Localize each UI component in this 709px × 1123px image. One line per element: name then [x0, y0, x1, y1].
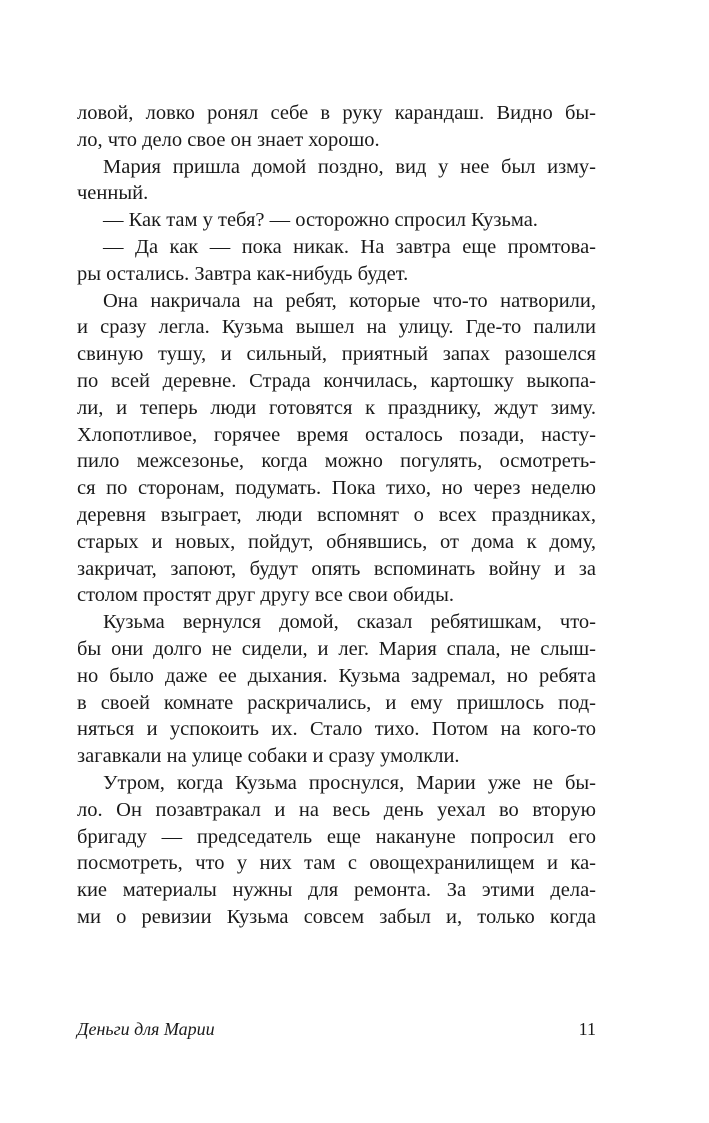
text-line: в своей комнате раскричались, и ему пришлось под- [77, 691, 596, 714]
text-line: Утром, когда Кузьма проснулся, Марии уже не бы- [103, 771, 596, 794]
text-line: бы они долго не сидели, и лег. Мария спала, не слыш- [77, 637, 596, 660]
text-line: закричат, запоют, будут опять вспоминать войну и за [77, 557, 596, 580]
text-line: ловой, ловко ронял себе в руку карандаш. Видно бы- [77, 102, 596, 124]
text-line: ся по сторонам, подумать. Пока тихо, но через неделю [77, 477, 596, 500]
text-line: но было даже ее дыхания. Кузьма задремал, но ребята [77, 664, 596, 687]
body-text [77, 100, 596, 931]
text-line: — Как там у тебя? — осторожно спросил Кузьма. [103, 209, 538, 232]
text-line: ли, и теперь люди готовятся к празднику, ждут зиму. [77, 396, 596, 419]
text-line: Мария пришла домой поздно, вид у нее был изму- [103, 155, 596, 178]
text-line: Она накричала на ребят, которые что-то натворили, [103, 289, 596, 312]
text-line: столом простят друг другу все свои обиды. [77, 584, 454, 607]
text-line: старых и новых, пойдут, обнявшись, от дома к дому, [77, 530, 596, 553]
page-number: 11 [578, 1019, 596, 1039]
text-line: ло. Он позавтракал и на весь день уехал во вторую [77, 798, 596, 821]
text-line: посмотреть, что у них там с овощехранилищем и ка- [77, 852, 596, 875]
text-line: ченный. [77, 182, 149, 205]
text-line: няться и успокоить их. Стало тихо. Потом на кого-то [77, 718, 596, 741]
running-footer [77, 1017, 596, 1041]
text-line: деревня взыграет, люди вспомнят о всех праздниках, [77, 503, 596, 526]
text-line: бригаду — председатель еще накануне попросил его [77, 825, 596, 848]
book-title: Деньги для Марии [77, 1019, 215, 1039]
text-line: и сразу легла. Кузьма вышел на улицу. Где-то палили [77, 316, 596, 339]
text-line: Хлопотливое, горячее время осталось позади, насту- [77, 423, 596, 446]
text-line: кие материалы нужны для ремонта. За этими дела- [77, 879, 596, 902]
text-line: — Да как — пока никак. На завтра еще промтова- [103, 235, 596, 258]
text-line: ло, что дело свое он знает хорошо. [77, 128, 380, 151]
text-line: свиную тушу, и сильный, приятный запах разошелся [77, 343, 596, 366]
text-line: пило межсезонье, когда можно погулять, осмотреть- [77, 450, 596, 473]
text-line: загавкали на улице собаки и сразу умолкли. [77, 745, 460, 768]
text-line: ми о ревизии Кузьма совсем забыл и, только когда [77, 905, 596, 928]
text-line: Кузьма вернулся домой, сказал ребятишкам, что- [103, 611, 596, 634]
text-line: ры остались. Завтра как-нибудь будет. [77, 262, 409, 285]
text-line: по всей деревне. Страда кончилась, картошку выкопа- [77, 369, 596, 392]
